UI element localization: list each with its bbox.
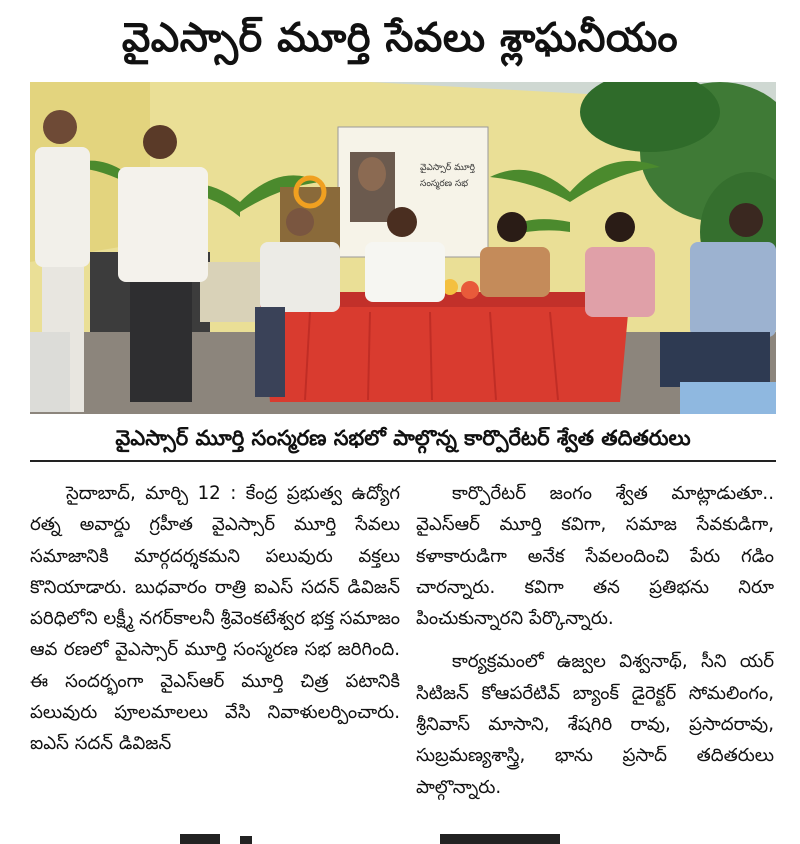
article-paragraph: సైదాబాద్, మార్చి 12 : కేంద్ర ప్రభుత్వ ఉద్యోగ రత్న అవార్డు గ్రహీత వైఎస్సార్ మూర్తి సేవలు సమాజానికి మార్గదర్శకమని పలువురు వక్తలు కొనియాడారు. బుధవారం రాత్రి ఐఎస్ సదన్ డివిజన్ పరిధిలోని లక్ష్మీ నగర్‌కాలనీ శ్రీవెంకటేశ్వర భక్త సమాజం ఆవ రణలో వైఎస్సార్ మూర్తి సంస్మరణ సభ జరిగింది. ఈ సందర్భంగా వైఎస్ఆర్ మూర్తి చిత్ర పటానికి పలువురు పూలమాలలు వేసి నివాళులర్పించారు. ఐఎస్ సదన్ డివిజన్ (30, 483, 400, 755)
article-right-column (416, 478, 774, 803)
photo-caption: వైఎస్సార్ మూర్తి సంస్మరణ సభలో పాల్గొన్న కార్పొరేటర్ శ్వేత తదితరులు (115, 426, 691, 450)
next-article-fragment (140, 824, 620, 844)
headline: వైఎస్సార్ మూర్తి సేవలు శ్లాఘనీయం (121, 15, 679, 61)
article-left-column (30, 478, 400, 760)
divider (30, 460, 776, 462)
banner-text-2: సంస్మరణ సభ (420, 179, 469, 189)
news-photo (30, 82, 776, 414)
banner-text-1: వైఎస్సార్ మూర్తి (420, 163, 475, 173)
article-paragraph: కార్పొరేటర్ జంగం శ్వేత మాట్లాడుతూ.. వైఎస్ఆర్ మూర్తి కవిగా, సమాజ సేవకుడిగా, కళాకారుడిగా అనేక సేవలందించి పేరు గడిం చారన్నారు. కవిగా తన ప్రతిభను నిరూ పించుకున్నారని పేర్కొన్నారు. (416, 483, 774, 630)
article-paragraph: కార్యక్రమంలో ఉజ్వల విశ్వనాథ్, సీని యర్ సిటిజన్ కోఆపరేటివ్ బ్యాంక్ డైరెక్టర్ సోమలింగం, శ్రీనివాస్ మాసాని, శేషగిరి రావు, ప్రసాదరావు, సుబ్రమణ్యశాస్త్రి, భాను ప్రసాద్ తదితరులు పాల్గొన్నారు. (416, 651, 774, 798)
